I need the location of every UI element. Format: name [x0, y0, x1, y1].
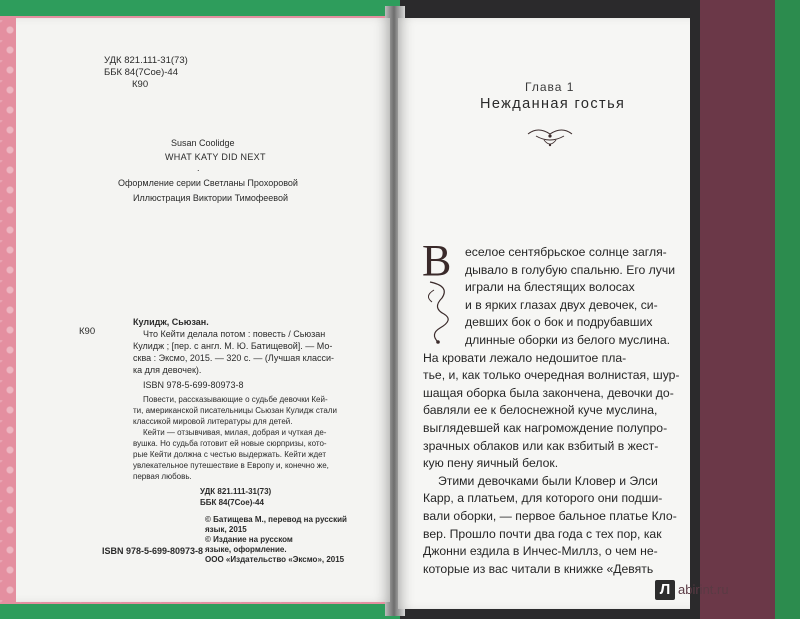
- body-line: шащая оборка была закончена, девочки до-: [423, 385, 674, 400]
- labirint-logo-icon: Л: [655, 580, 675, 600]
- body-line: Карр, а платьем, для которого они подши-: [423, 491, 663, 506]
- annotation-line: рые Кейти должна с честью выдержать. Кейти ждет: [133, 450, 327, 459]
- drop-cap: В: [422, 236, 452, 285]
- bbk-line: ББК 84(7Сое)-44: [104, 67, 178, 78]
- copyright-line: язык, 2015: [205, 525, 247, 534]
- body-line: тье, и, как только очередная волнистая, шур-: [423, 368, 680, 383]
- body-line: Джонни ездила в Инчес-Миллз, о чем не-: [423, 544, 658, 559]
- chapter-number: Глава 1: [525, 80, 575, 94]
- series-design-credit: Оформление серии Светланы Прохоровой: [118, 178, 298, 188]
- body-line: еселое сентябрьское солнце загля-: [465, 245, 667, 259]
- right-page: [398, 18, 690, 609]
- body-line: играли на блестящих волосах: [465, 280, 635, 295]
- bbk-bottom: ББК 84(7Сое)-44: [200, 498, 264, 507]
- catalog-line: сква : Эксмо, 2015. — 320 с. — (Лучшая класси-: [133, 353, 334, 363]
- catalog-code: К90: [79, 326, 96, 337]
- body-line: бавляли ее к белоснежной куче муслина,: [423, 403, 658, 418]
- author-code: К90: [132, 79, 149, 90]
- annotation-line: Повести, рассказывающие о судьбе девочки Кей-: [143, 395, 328, 404]
- body-line: вали оборки, — первое бальное платье Кло-: [423, 509, 677, 523]
- copyright-line: ООО «Издательство «Эксмо», 2015: [205, 555, 345, 564]
- body-line: вер. Прошло почти два года с тех пор, как: [423, 526, 662, 541]
- body-line: девших бок о бок и подрубавших: [465, 315, 653, 330]
- body-line: кую пену яичный белок.: [423, 456, 559, 471]
- chapter-title: Нежданная гостья: [480, 96, 626, 112]
- annotation-line: увлекательное путешествие в Европу и, конечно же,: [133, 461, 329, 470]
- ornament-icon: [526, 124, 574, 150]
- body-line: выглядевшей как нагромождение полупро-: [423, 421, 668, 435]
- drop-cap-flourish-icon: [420, 280, 460, 344]
- copyright-line: © Батищева М., перевод на русский: [205, 515, 347, 524]
- udk-line: УДК 821.111-31(73): [104, 55, 188, 66]
- annotation-line: первая любовь.: [133, 472, 192, 481]
- body-line: и в ярких глазах двух девочек, си-: [465, 297, 658, 312]
- catalog-line: Кулидж ; [пер. с англ. М. Ю. Батищевой]. — Мо-: [133, 341, 333, 351]
- isbn-line: ISBN 978-5-699-80973-8: [143, 380, 244, 390]
- body-line: зрачных облаков или как взбитый в жест-: [423, 438, 659, 453]
- separator-dot: .: [197, 163, 200, 173]
- body-line: На кровати лежало недошитое пла-: [423, 350, 627, 365]
- cover-edge-bottom: [0, 604, 400, 619]
- annotation-line: вушка. Но судьба готовит ей новые сюрпризы, кото-: [133, 439, 327, 448]
- annotation-line: ти, американской писательницы Сьюзан Кулидж стали: [133, 406, 338, 415]
- body-line: которые из вас читали в книжке «Девять: [423, 561, 654, 576]
- isbn-bottom: ISBN 978-5-699-80973-8: [102, 546, 204, 556]
- copyright-line: языке, оформление.: [205, 545, 287, 554]
- body-line: длинные оборки из белого муслина.: [465, 333, 671, 347]
- catalog-line: ка для девочек).: [133, 365, 202, 375]
- illustration-credit: Иллюстрация Виктории Тимофеевой: [133, 193, 289, 203]
- annotation-line: классикой мировой литературы для детей.: [133, 417, 293, 426]
- cover-edge-top: [0, 0, 400, 16]
- original-author: Susan Coolidge: [171, 138, 235, 148]
- original-title: WHAT KATY DID NEXT: [165, 152, 266, 162]
- left-page: [16, 18, 390, 602]
- body-line: дывало в голубую спальню. Его лучи: [465, 262, 676, 277]
- cover-edge-right: [775, 0, 800, 619]
- copyright-line: © Издание на русском: [205, 535, 293, 544]
- udk-bottom: УДК 821.111-31(73): [200, 487, 272, 496]
- annotation-line: Кейти — отзывчивая, милая, добрая и чуткая де-: [143, 428, 327, 437]
- body-line: Этими девочками были Кловер и Элси: [438, 473, 658, 488]
- catalog-line: Что Кейти делала потом : повесть / Сьюзан: [143, 329, 326, 339]
- catalog-author: Кулидж, Сьюзан.: [133, 317, 209, 327]
- watermark-text: abirint.ru: [678, 582, 729, 597]
